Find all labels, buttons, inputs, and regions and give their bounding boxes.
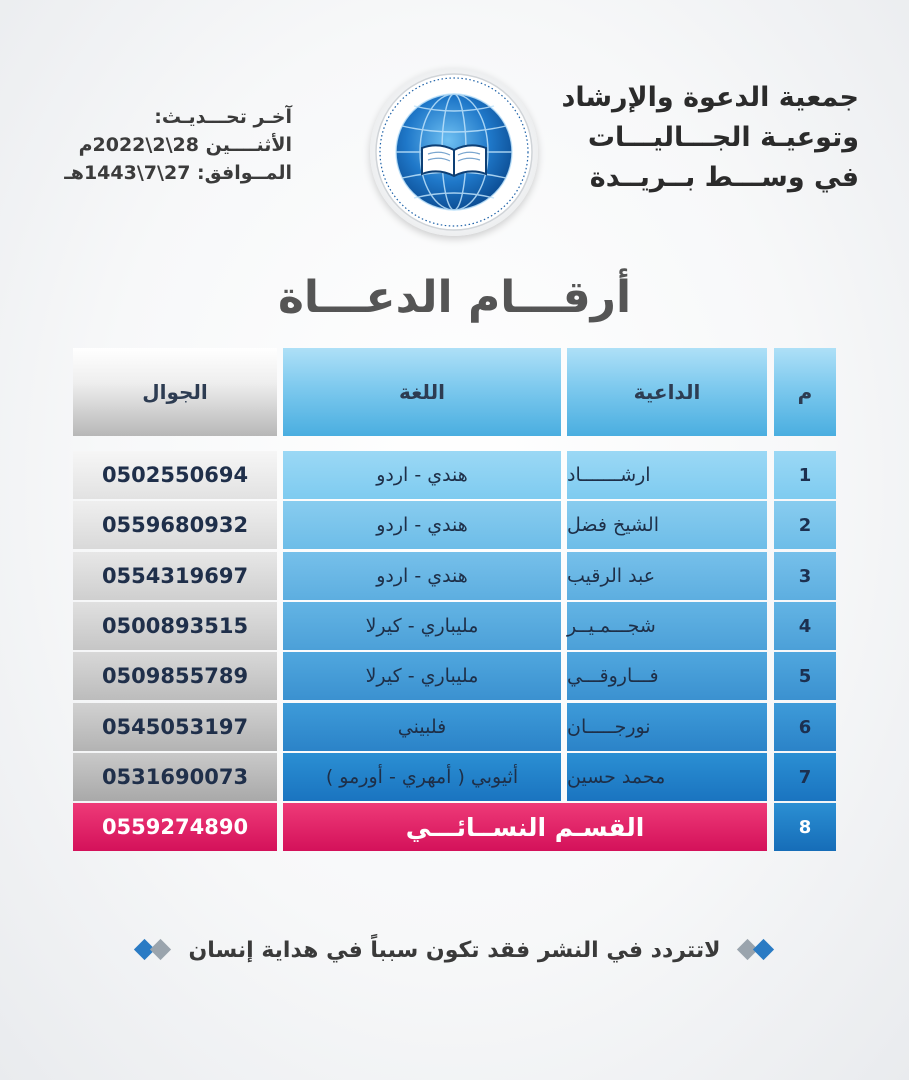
women-section-label-text: القسـم النســائـــي: [405, 812, 645, 842]
globe-book-icon: [370, 68, 538, 236]
row-name-text: عبد الرقيب: [567, 565, 656, 587]
row-number: [774, 552, 836, 600]
row-name: [567, 602, 767, 650]
row-number-text: 8: [798, 816, 812, 838]
header-num: [774, 348, 836, 436]
last-update-hijri: المــوافق: 27\7\1443هـ: [64, 162, 292, 184]
header-name-label: الداعية: [633, 380, 701, 404]
row-name-text: محمد حسين: [567, 766, 666, 788]
row-language-text: مليباري - كيرلا: [365, 665, 479, 687]
row-number: [774, 652, 836, 700]
org-name-line-2: وتوعيـة الجـــاليـــات: [587, 122, 859, 153]
row-phone: [73, 652, 277, 700]
row-name: [567, 753, 767, 801]
row-language: [283, 652, 561, 700]
row-number: [774, 753, 836, 801]
row-number-text: 3: [798, 565, 812, 587]
header-phone: [73, 348, 277, 436]
women-section-label: [283, 803, 767, 851]
last-update-info: [60, 103, 292, 187]
row-phone-text: 0509855789: [101, 664, 249, 688]
diamond-right-icon: [735, 937, 775, 963]
row-number-text: 2: [798, 514, 812, 536]
row-language: [283, 703, 561, 751]
header-language-label: اللغة: [399, 380, 445, 404]
row-language: [283, 753, 561, 801]
row-phone: [73, 753, 277, 801]
row-name-text: شجـــمـيــر: [567, 615, 656, 637]
row-number: [774, 501, 836, 549]
row-language-text: هندي - اردو: [376, 565, 468, 587]
row-name-text: ارشـــــــاد: [567, 464, 651, 486]
header-phone-label: الجوال: [142, 380, 208, 404]
organization-name: [559, 78, 859, 198]
last-update-gregorian: الأثنــــين 28\2\2022م: [78, 134, 292, 156]
row-language: [283, 552, 561, 600]
row-phone: [73, 552, 277, 600]
row-phone-text: 0502550694: [101, 463, 249, 487]
row-language-text: هندي - اردو: [376, 464, 468, 486]
org-name-line-3: في وســـط بــريــدة: [589, 162, 859, 193]
row-phone-text: 0559274890: [101, 815, 249, 839]
diamond-left-icon: [134, 937, 174, 963]
row-number: [774, 803, 836, 851]
row-language: [283, 602, 561, 650]
row-language-text: فلبيني: [397, 716, 447, 738]
row-number: [774, 703, 836, 751]
row-phone: [73, 703, 277, 751]
row-name: [567, 451, 767, 499]
row-number-text: 4: [798, 615, 812, 637]
row-name-text: الشيخ فضل: [567, 514, 660, 536]
row-name-text: نورجـــــان: [567, 716, 651, 738]
row-number: [774, 602, 836, 650]
row-name: [567, 652, 767, 700]
header-name: [567, 348, 767, 436]
row-phone-text: 0500893515: [101, 614, 249, 638]
row-number-text: 6: [798, 716, 812, 738]
row-number: [774, 451, 836, 499]
org-name-line-1: جمعية الدعوة والإرشاد: [561, 82, 859, 113]
last-update-label: آخـر تحـــديـث:: [154, 106, 292, 128]
row-phone-text: 0554319697: [101, 564, 249, 588]
row-phone-text: 0531690073: [101, 765, 249, 789]
row-name: [567, 703, 767, 751]
row-name: [567, 501, 767, 549]
header-num-label: م: [797, 380, 813, 404]
row-number-text: 1: [798, 464, 812, 486]
row-language-text: هندي - اردو: [376, 514, 468, 536]
row-language-text: مليباري - كيرلا: [365, 615, 479, 637]
row-phone-text: 0545053197: [101, 715, 249, 739]
row-phone: [73, 602, 277, 650]
row-name-text: فـــاروقـــي: [567, 665, 659, 687]
organization-logo: [370, 68, 538, 236]
row-number-text: 7: [798, 766, 812, 788]
row-number-text: 5: [798, 665, 812, 687]
footer: [0, 930, 909, 970]
row-phone-text: 0559680932: [101, 513, 249, 537]
row-phone: [73, 803, 277, 851]
row-phone: [73, 501, 277, 549]
footer-text: لاتتردد في النشر فقد تكون سبباً في هداية إنسان: [188, 937, 721, 963]
header-language: [283, 348, 561, 436]
row-name: [567, 552, 767, 600]
row-language: [283, 501, 561, 549]
row-language-text: أثيوبي ( أمهري - أورمو ): [325, 766, 519, 788]
row-language: [283, 451, 561, 499]
row-phone: [73, 451, 277, 499]
page-title: أرقـــام الدعـــاة: [277, 272, 632, 323]
